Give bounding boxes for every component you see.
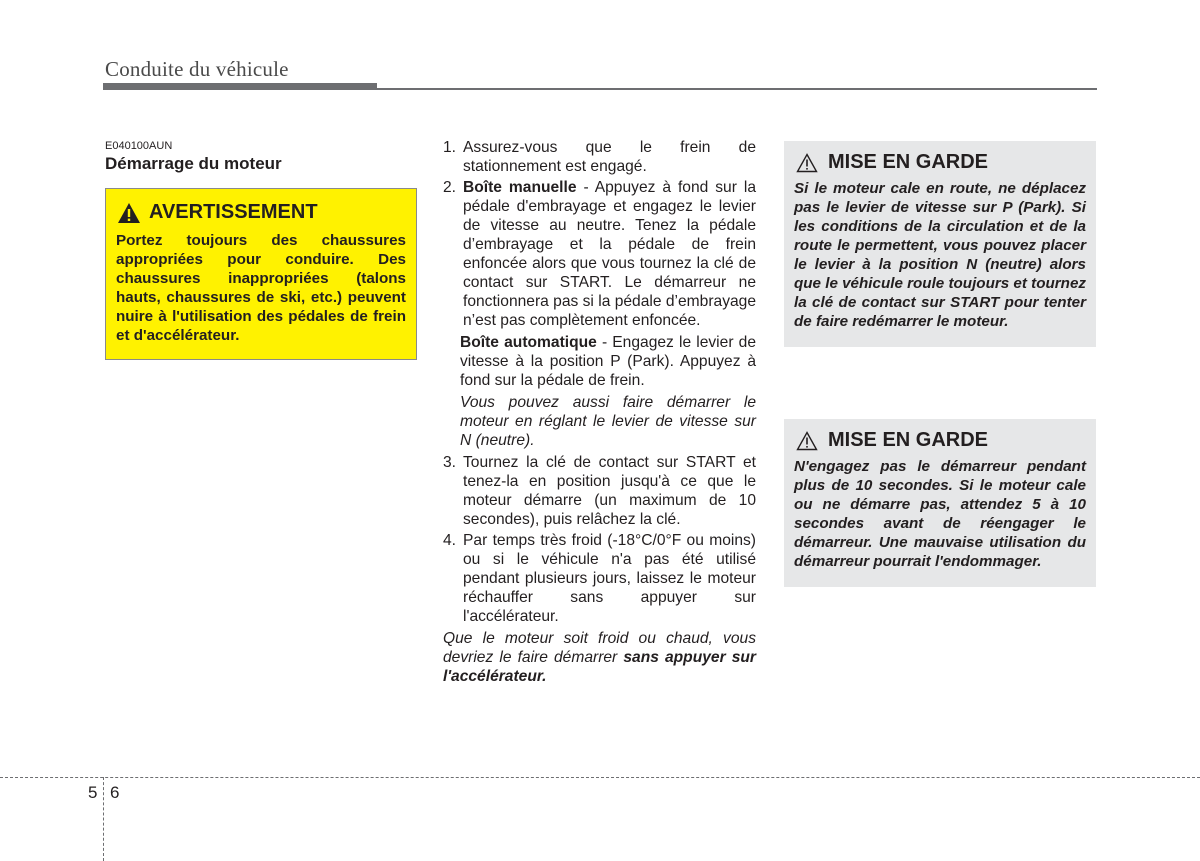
manual-text: - Appuyez à fond sur la pédale d'embrayage et engagez le levier de vitesse au neutre. Tenez la pédale d’embrayage et la pédale de frein enfoncée alors que vous tournez la clé de contact sur START. Le démarreur ne fonctionnera pas si la pédale d’embrayage n’est pas complètement enfoncée. xyxy=(463,179,757,329)
neutral-note: Vous pouvez aussi faire démarrer le moteur en réglant le levier de vitesse sur N (neutre). xyxy=(460,394,756,449)
caution-box-1 xyxy=(784,141,1096,347)
caution-triangle-icon xyxy=(796,153,818,173)
automatic-paragraph xyxy=(460,333,756,390)
step-text: Par temps très froid (-18°C/0°F ou moins) ou si le véhicule n'a pas été utilisé pendant plusieurs jours, laissez le moteur réchauffer sans appuyer sur l'accélérateur. xyxy=(463,532,756,625)
closing-note-bold: sans appuyer sur l'accélérateur. xyxy=(443,649,756,685)
step-text: Tournez la clé de contact sur START et tenez-la en position jusqu'à ce que le moteur démarre (un maximum de 10 secondes), puis relâchez la clé. xyxy=(463,454,756,528)
footer-divider xyxy=(103,777,104,861)
section-title: Démarrage du moteur xyxy=(105,154,282,173)
caution-header xyxy=(794,151,1086,174)
caution-header xyxy=(794,429,1086,452)
warning-body: Portez toujours des chaussures appropriées pour conduire. Des chaussures inappropriées (talons hauts, chaussures de ski, etc.) peuvent nuire à l'utilisation des pédales de frein et d'accélérateur. xyxy=(116,232,406,344)
automatic-label: Boîte automatique xyxy=(460,334,597,351)
step-number: 1. xyxy=(443,139,457,156)
caution-body: Si le moteur cale en route, ne déplacez pas le levier de vitesse sur P (Park). Si les conditions de la circulation et de la route le permettent, vous pouvez placer le levier à la position N (neutre) alors que le véhicule roule toujours et tournez la clé de contact sur START pour tenter de faire redémarrer le moteur. xyxy=(794,180,1086,330)
caution-box-2 xyxy=(784,419,1096,587)
step-3 xyxy=(443,453,756,529)
warning-box xyxy=(105,188,417,360)
header-rule-thin xyxy=(377,88,1097,90)
step-text: Assurez-vous que le frein de stationnement est engagé. xyxy=(463,139,756,175)
automatic-text: - Engagez le levier de vitesse à la position P (Park). Appuyez à fond sur la pédale de frein. xyxy=(460,334,756,389)
step-number: 2. xyxy=(443,179,457,196)
step-4 xyxy=(443,531,756,626)
step-1 xyxy=(443,138,756,176)
closing-note xyxy=(443,629,756,686)
warning-title: AVERTISSEMENT xyxy=(149,201,318,223)
caution-triangle-icon xyxy=(796,431,818,451)
page-number: 6 xyxy=(110,783,120,802)
chapter-number: 5 xyxy=(88,783,98,802)
step-number: 3. xyxy=(443,454,457,471)
warning-header xyxy=(116,201,406,224)
footer-rule xyxy=(0,777,1200,778)
middle-column xyxy=(443,138,756,686)
header-rule-thick xyxy=(103,83,377,90)
section-code: E040100AUN xyxy=(105,140,173,152)
caution-body: N'engagez pas le démarreur pendant plus de 10 secondes. Si le moteur cale ou ne démarre pas, attendez 5 à 10 secondes avant de réengager le démarreur. Une mauvaise utilisation du démarreur pourrait l'endommager. xyxy=(794,458,1086,570)
closing-note-text: Que le moteur soit froid ou chaud, vous devriez le faire démarrer xyxy=(443,630,756,666)
step-number: 4. xyxy=(443,532,457,549)
step-text xyxy=(463,178,756,330)
page-header-title: Conduite du véhicule xyxy=(105,57,289,81)
caution-title: MISE EN GARDE xyxy=(828,429,989,451)
left-column xyxy=(105,140,417,360)
step-2 xyxy=(443,178,756,330)
caution-title: MISE EN GARDE xyxy=(828,151,989,173)
manual-label: Boîte manuelle xyxy=(463,179,577,196)
warning-triangle-icon xyxy=(117,202,141,224)
